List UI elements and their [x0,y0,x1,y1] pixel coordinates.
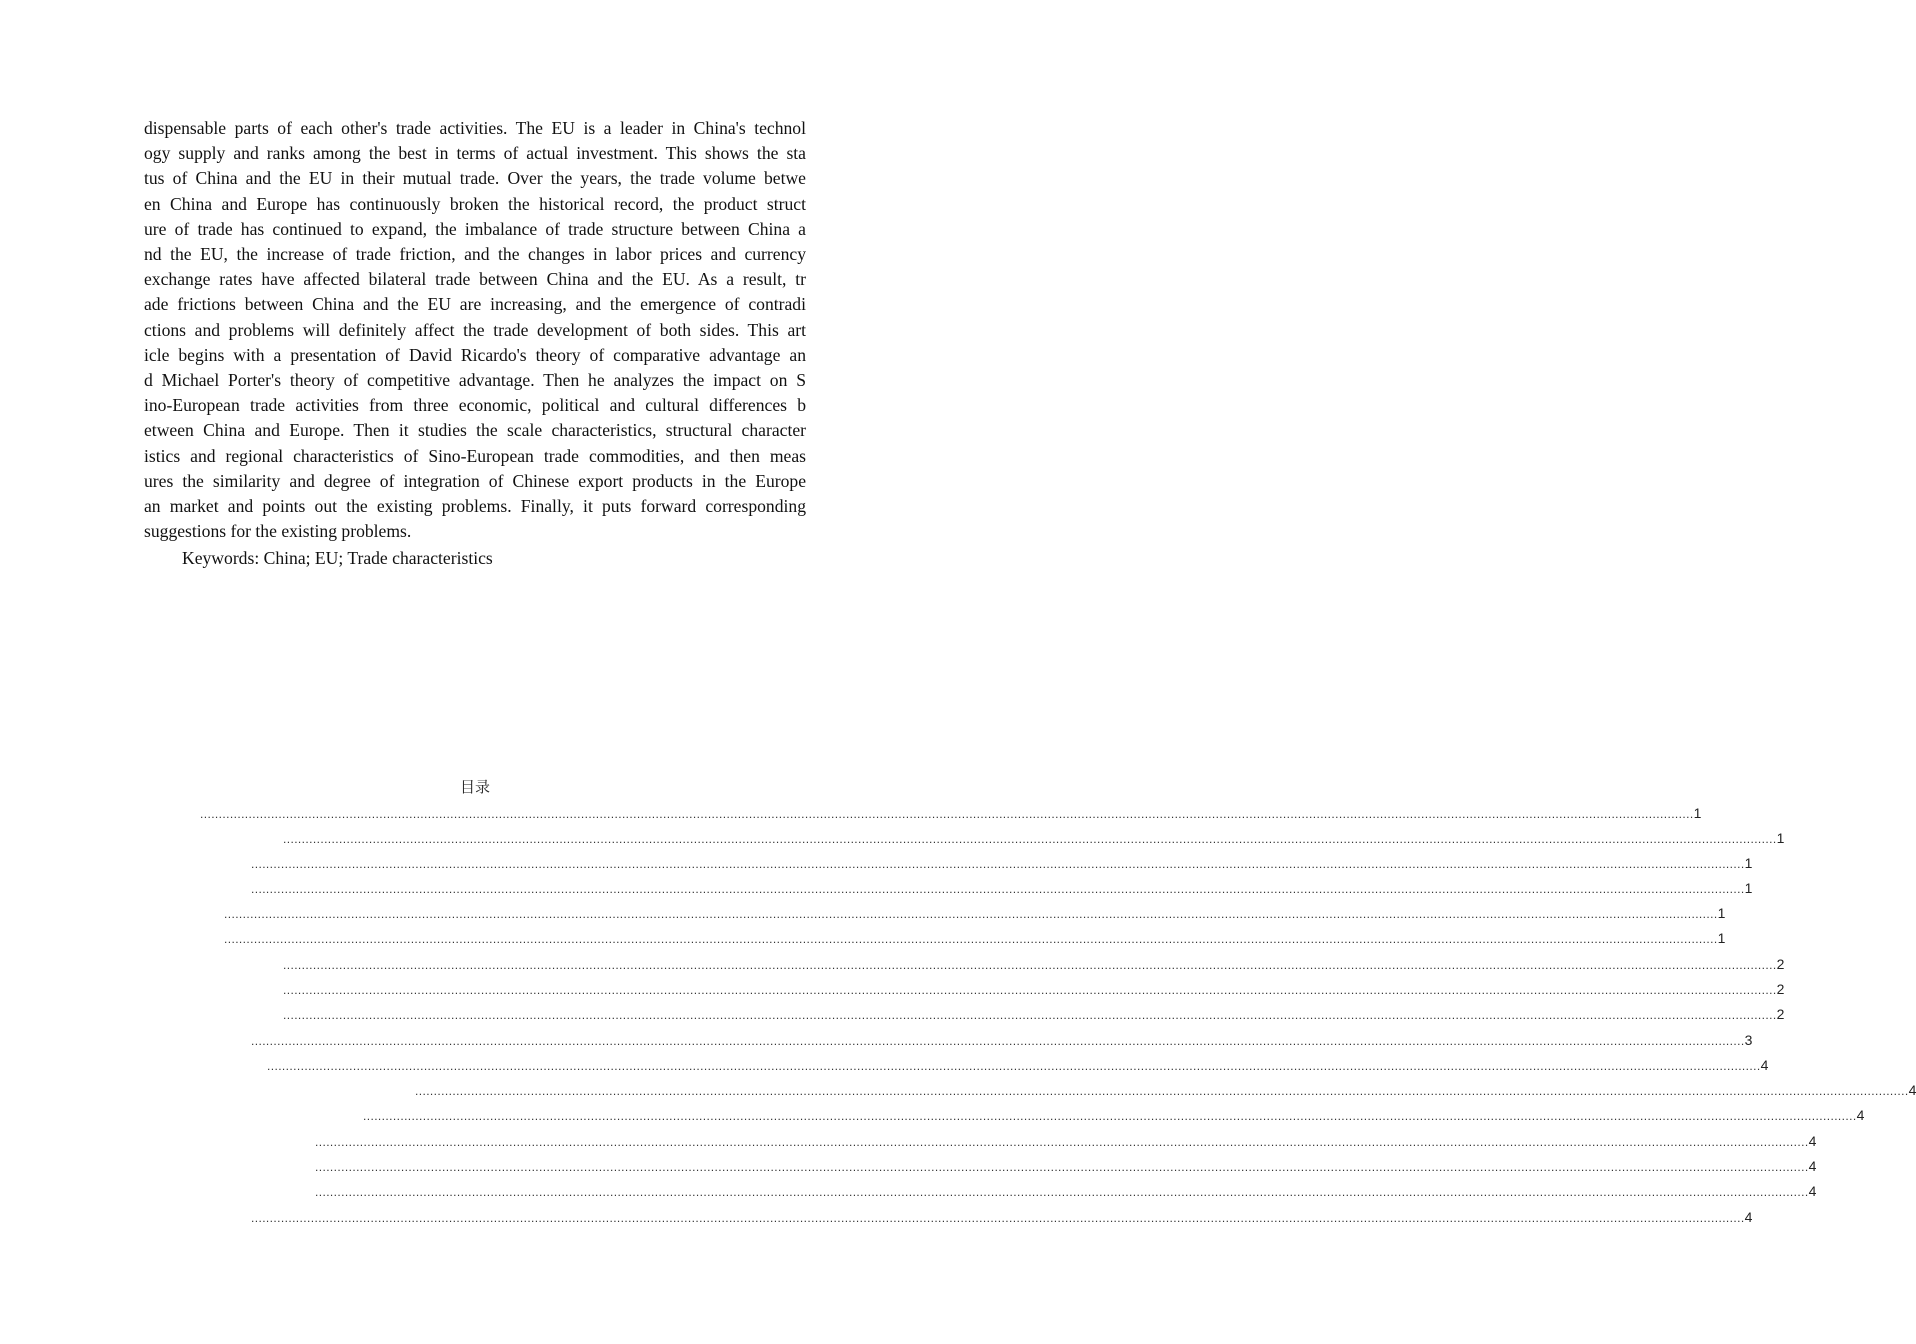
toc-entry[interactable] [283,825,1785,847]
toc-entry[interactable] [251,1027,1753,1049]
toc-leader-dots: ................................................................................................................................................................................................................................................................................................................................................................................................................ [224,932,1718,946]
toc-page-number: 2 [1776,981,1785,997]
abstract-line: suggestions for the existing problems. [144,521,412,542]
toc-leader-dots: ................................................................................................................................................................................................................................................................................................................................................................................................................ [224,907,1718,921]
toc-entry[interactable] [251,1204,1753,1226]
abstract-line: istics and regional characteristics of Sino-European trade commodities, and then meas [144,445,806,466]
toc-title: 目录 [459,778,490,796]
toc-entry[interactable] [251,875,1753,897]
abstract-line: tus of China and the EU in their mutual trade. Over the years, the trade volume betwe [144,168,806,189]
toc-leader-dots: ................................................................................................................................................................................................................................................................................................................................................................................................................ [251,1034,1745,1048]
toc-page-number: 1 [1717,930,1726,946]
abstract-line: ures the similarity and degree of integration of Chinese export products in the Europe [144,470,806,491]
abstract-line: an market and points out the existing problems. Finally, it puts forward corresponding [144,496,806,517]
toc-leader-dots: ................................................................................................................................................................................................................................................................................................................................................................................................................ [315,1160,1809,1174]
toc-entry[interactable] [283,976,1785,998]
toc-page-number: 1 [1744,855,1753,871]
abstract-line: nd the EU, the increase of trade friction, and the changes in labor prices and currency [144,244,806,265]
toc-entry[interactable] [315,1153,1817,1175]
abstract-line: ure of trade has continued to expand, the imbalance of trade structure between China a [144,218,806,239]
keywords-line: Keywords: China; EU; Trade characteristics [182,548,493,568]
toc-page-number: 2 [1776,956,1785,972]
toc-page-number: 4 [1760,1057,1769,1073]
abstract-line: ade frictions between China and the EU are increasing, and the emergence of contradi [144,294,806,315]
toc-page-number: 1 [1744,880,1753,896]
toc-leader-dots: ................................................................................................................................................................................................................................................................................................................................................................................................................ [283,958,1777,972]
toc-page-number: 4 [1856,1107,1865,1123]
toc-leader-dots: ................................................................................................................................................................................................................................................................................................................................................................................................................ [363,1109,1857,1123]
abstract-body [144,116,806,544]
abstract-line: ino-European trade activities from three economic, political and cultural differences b [144,395,806,416]
toc-entry[interactable] [283,1001,1785,1023]
toc-leader-dots: ................................................................................................................................................................................................................................................................................................................................................................................................................ [251,1211,1745,1225]
toc-entry[interactable] [415,1077,1916,1099]
toc-entry[interactable] [363,1102,1865,1124]
toc-leader-dots: ................................................................................................................................................................................................................................................................................................................................................................................................................ [283,832,1777,846]
toc-leader-dots: ................................................................................................................................................................................................................................................................................................................................................................................................................ [251,857,1745,871]
toc-entry[interactable] [315,1128,1817,1150]
toc-entry[interactable] [315,1178,1817,1200]
abstract-line: d Michael Porter's theory of competitive advantage. Then he analyzes the impact on S [144,370,806,391]
toc-page-number: 4 [1808,1183,1817,1199]
abstract-line: icle begins with a presentation of David Ricardo's theory of comparative advantage an [144,344,806,365]
toc-entry[interactable] [251,850,1753,872]
toc-entry[interactable] [267,1052,1769,1074]
abstract-line: en China and Europe has continuously broken the historical record, the product struct [144,193,806,214]
abstract-line: ogy supply and ranks among the best in terms of actual investment. This shows the sta [144,143,806,164]
toc-page-number: 4 [1808,1158,1817,1174]
toc-leader-dots: ................................................................................................................................................................................................................................................................................................................................................................................................................ [315,1185,1809,1199]
abstract-line: dispensable parts of each other's trade activities. The EU is a leader in China's technol [144,118,806,138]
toc-page-number: 3 [1744,1032,1753,1048]
abstract-line: ctions and problems will definitely affect the trade development of both sides. This art [144,319,806,340]
abstract-line: etween China and Europe. Then it studies the scale characteristics, structural character [144,420,806,441]
abstract-line: exchange rates have affected bilateral trade between China and the EU. As a result, tr [144,269,806,290]
toc-leader-dots: ................................................................................................................................................................................................................................................................................................................................................................................................................ [200,807,1694,821]
toc-entry[interactable] [200,800,1702,822]
toc-page-number: 4 [1908,1082,1916,1098]
toc-page-number: 1 [1776,830,1785,846]
toc-leader-dots: ................................................................................................................................................................................................................................................................................................................................................................................................................ [283,1008,1777,1022]
toc-leader-dots: ................................................................................................................................................................................................................................................................................................................................................................................................................ [251,882,1745,896]
toc-page-number: 1 [1717,905,1726,921]
toc-entry[interactable] [224,900,1726,922]
toc-leader-dots: ................................................................................................................................................................................................................................................................................................................................................................................................................ [315,1135,1809,1149]
toc-leader-dots: ................................................................................................................................................................................................................................................................................................................................................................................................................ [415,1084,1909,1098]
toc-page-number: 4 [1744,1209,1753,1225]
toc-leader-dots: ................................................................................................................................................................................................................................................................................................................................................................................................................ [283,983,1777,997]
toc-page-number: 4 [1808,1133,1817,1149]
toc-leader-dots: ................................................................................................................................................................................................................................................................................................................................................................................................................ [267,1059,1761,1073]
toc-entry[interactable] [224,925,1726,947]
toc-page-number: 2 [1776,1006,1785,1022]
toc-entry[interactable] [283,951,1785,973]
toc-page-number: 1 [1693,805,1702,821]
